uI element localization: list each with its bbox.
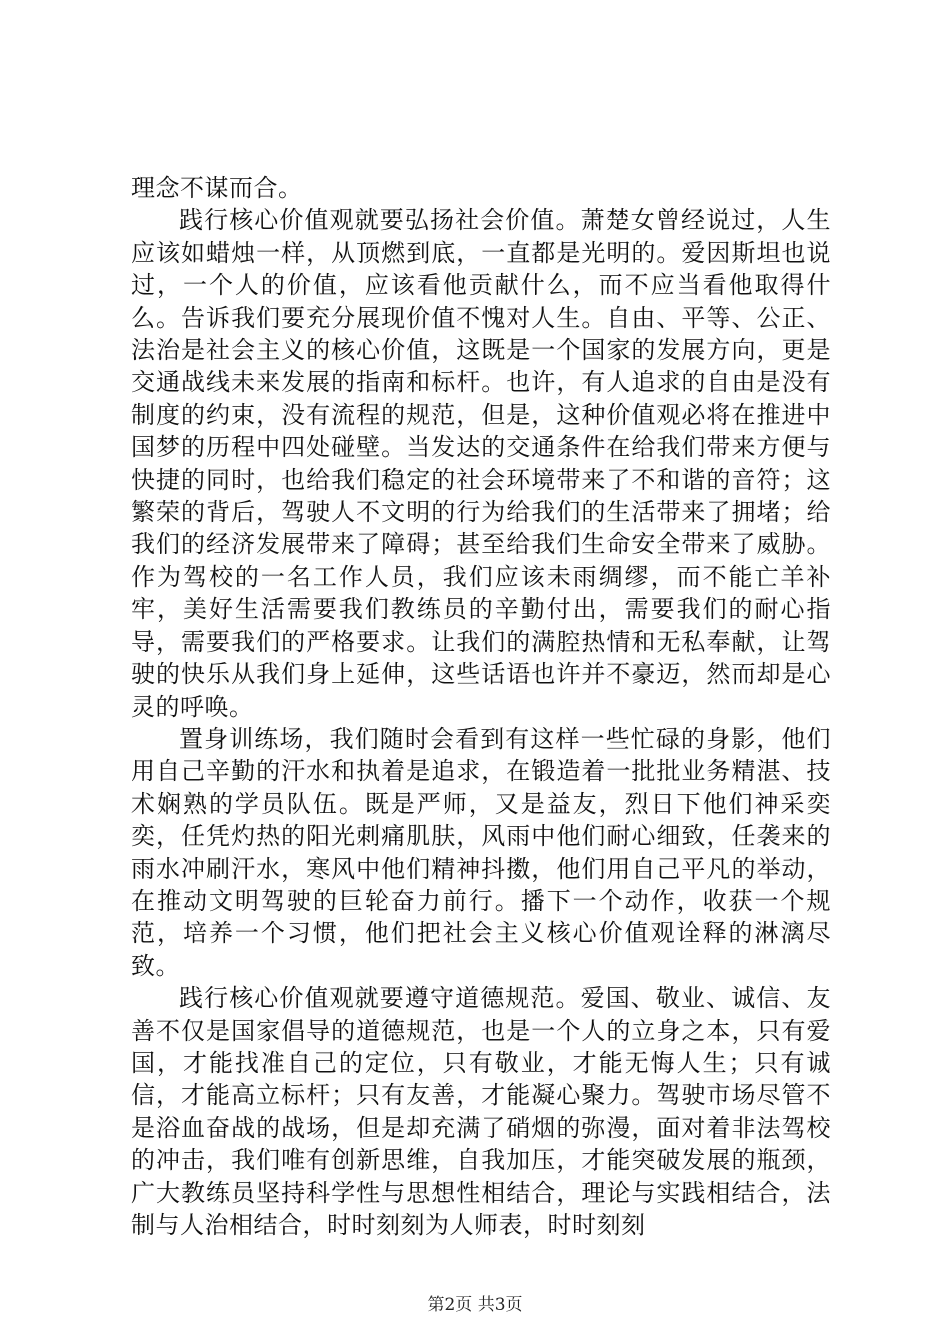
paragraph: 理念不谋而合。 (131, 174, 303, 202)
paragraph: 践行核心价值观就要遵守道德规范。爱国、敬业、诚信、友善不仅是国家倡导的道德规范，也是一个人的立身之本，只有爱国，才能找准自己的定位，只有敬业，才能无悔人生；只有诚信，才能高立标杆；只有友善，才能凝心聚力。驾驶市场尽管不是浴血奋战的战场，但是却充满了硝烟的弥漫，面对着非法驾校的冲击，我们唯有创新思维，自我加压，才能突破发展的瓶颈，广大教练员坚持科学性与思想性相结合，理论与实践相结合，法制与人治相结合，时时刻刻为人师表，时时刻刻 (131, 984, 831, 1239)
paragraph: 践行核心价值观就要弘扬社会价值。萧楚女曾经说过，人生应该如蜡烛一样，从顶燃到底，一直都是光明的。爱因斯坦也说过，一个人的价值，应该看他贡献什么，而不应当看他取得什么。告诉我们要充分展现价值不愧对人生。自由、平等、公正、法治是社会主义的核心价值，这既是一个国家的发展方向，更是交通战线未来发展的指南和标杆。也许，有人追求的自由是没有制度的约束，没有流程的规范，但是，这种价值观必将在推进中国梦的历程中四处碰壁。当发达的交通条件在给我们带来方便与快捷的同时，也给我们稳定的社会环境带来了不和谐的音符；这繁荣的背后，驾驶人不文明的行为给我们的生活带来了拥堵；给我们的经济发展带来了障碍；甚至给我们生命安全带来了威胁。作为驾校的一名工作人员，我们应该未雨绸缪，而不能亡羊补牢，美好生活需要我们教练员的辛勤付出，需要我们的耐心指导，需要我们的严格要求。让我们的满腔热情和无私奉献，让驾驶的快乐从我们身上延伸，这些话语也许并不豪迈，然而却是心灵的呼唤。 (131, 206, 831, 721)
document-body (131, 172, 831, 1241)
page-number-footer: 第2页 共3页 (427, 1295, 523, 1315)
paragraph: 置身训练场，我们随时会看到有这样一些忙碌的身影，他们用自己辛勤的汗水和执着是追求，在锻造着一批批业务精湛、技术娴熟的学员队伍。既是严师，又是益友，烈日下他们神采奕奕，任凭灼热的阳光刺痛肌肤，风雨中他们耐心细致，任袭来的雨水冲刷汗水，寒风中他们精神抖擞，他们用自己平凡的举动，在推动文明驾驶的巨轮奋力前行。播下一个动作，收获一个规范，培养一个习惯，他们把社会主义核心价值观诠释的淋漓尽致。 (131, 724, 831, 980)
